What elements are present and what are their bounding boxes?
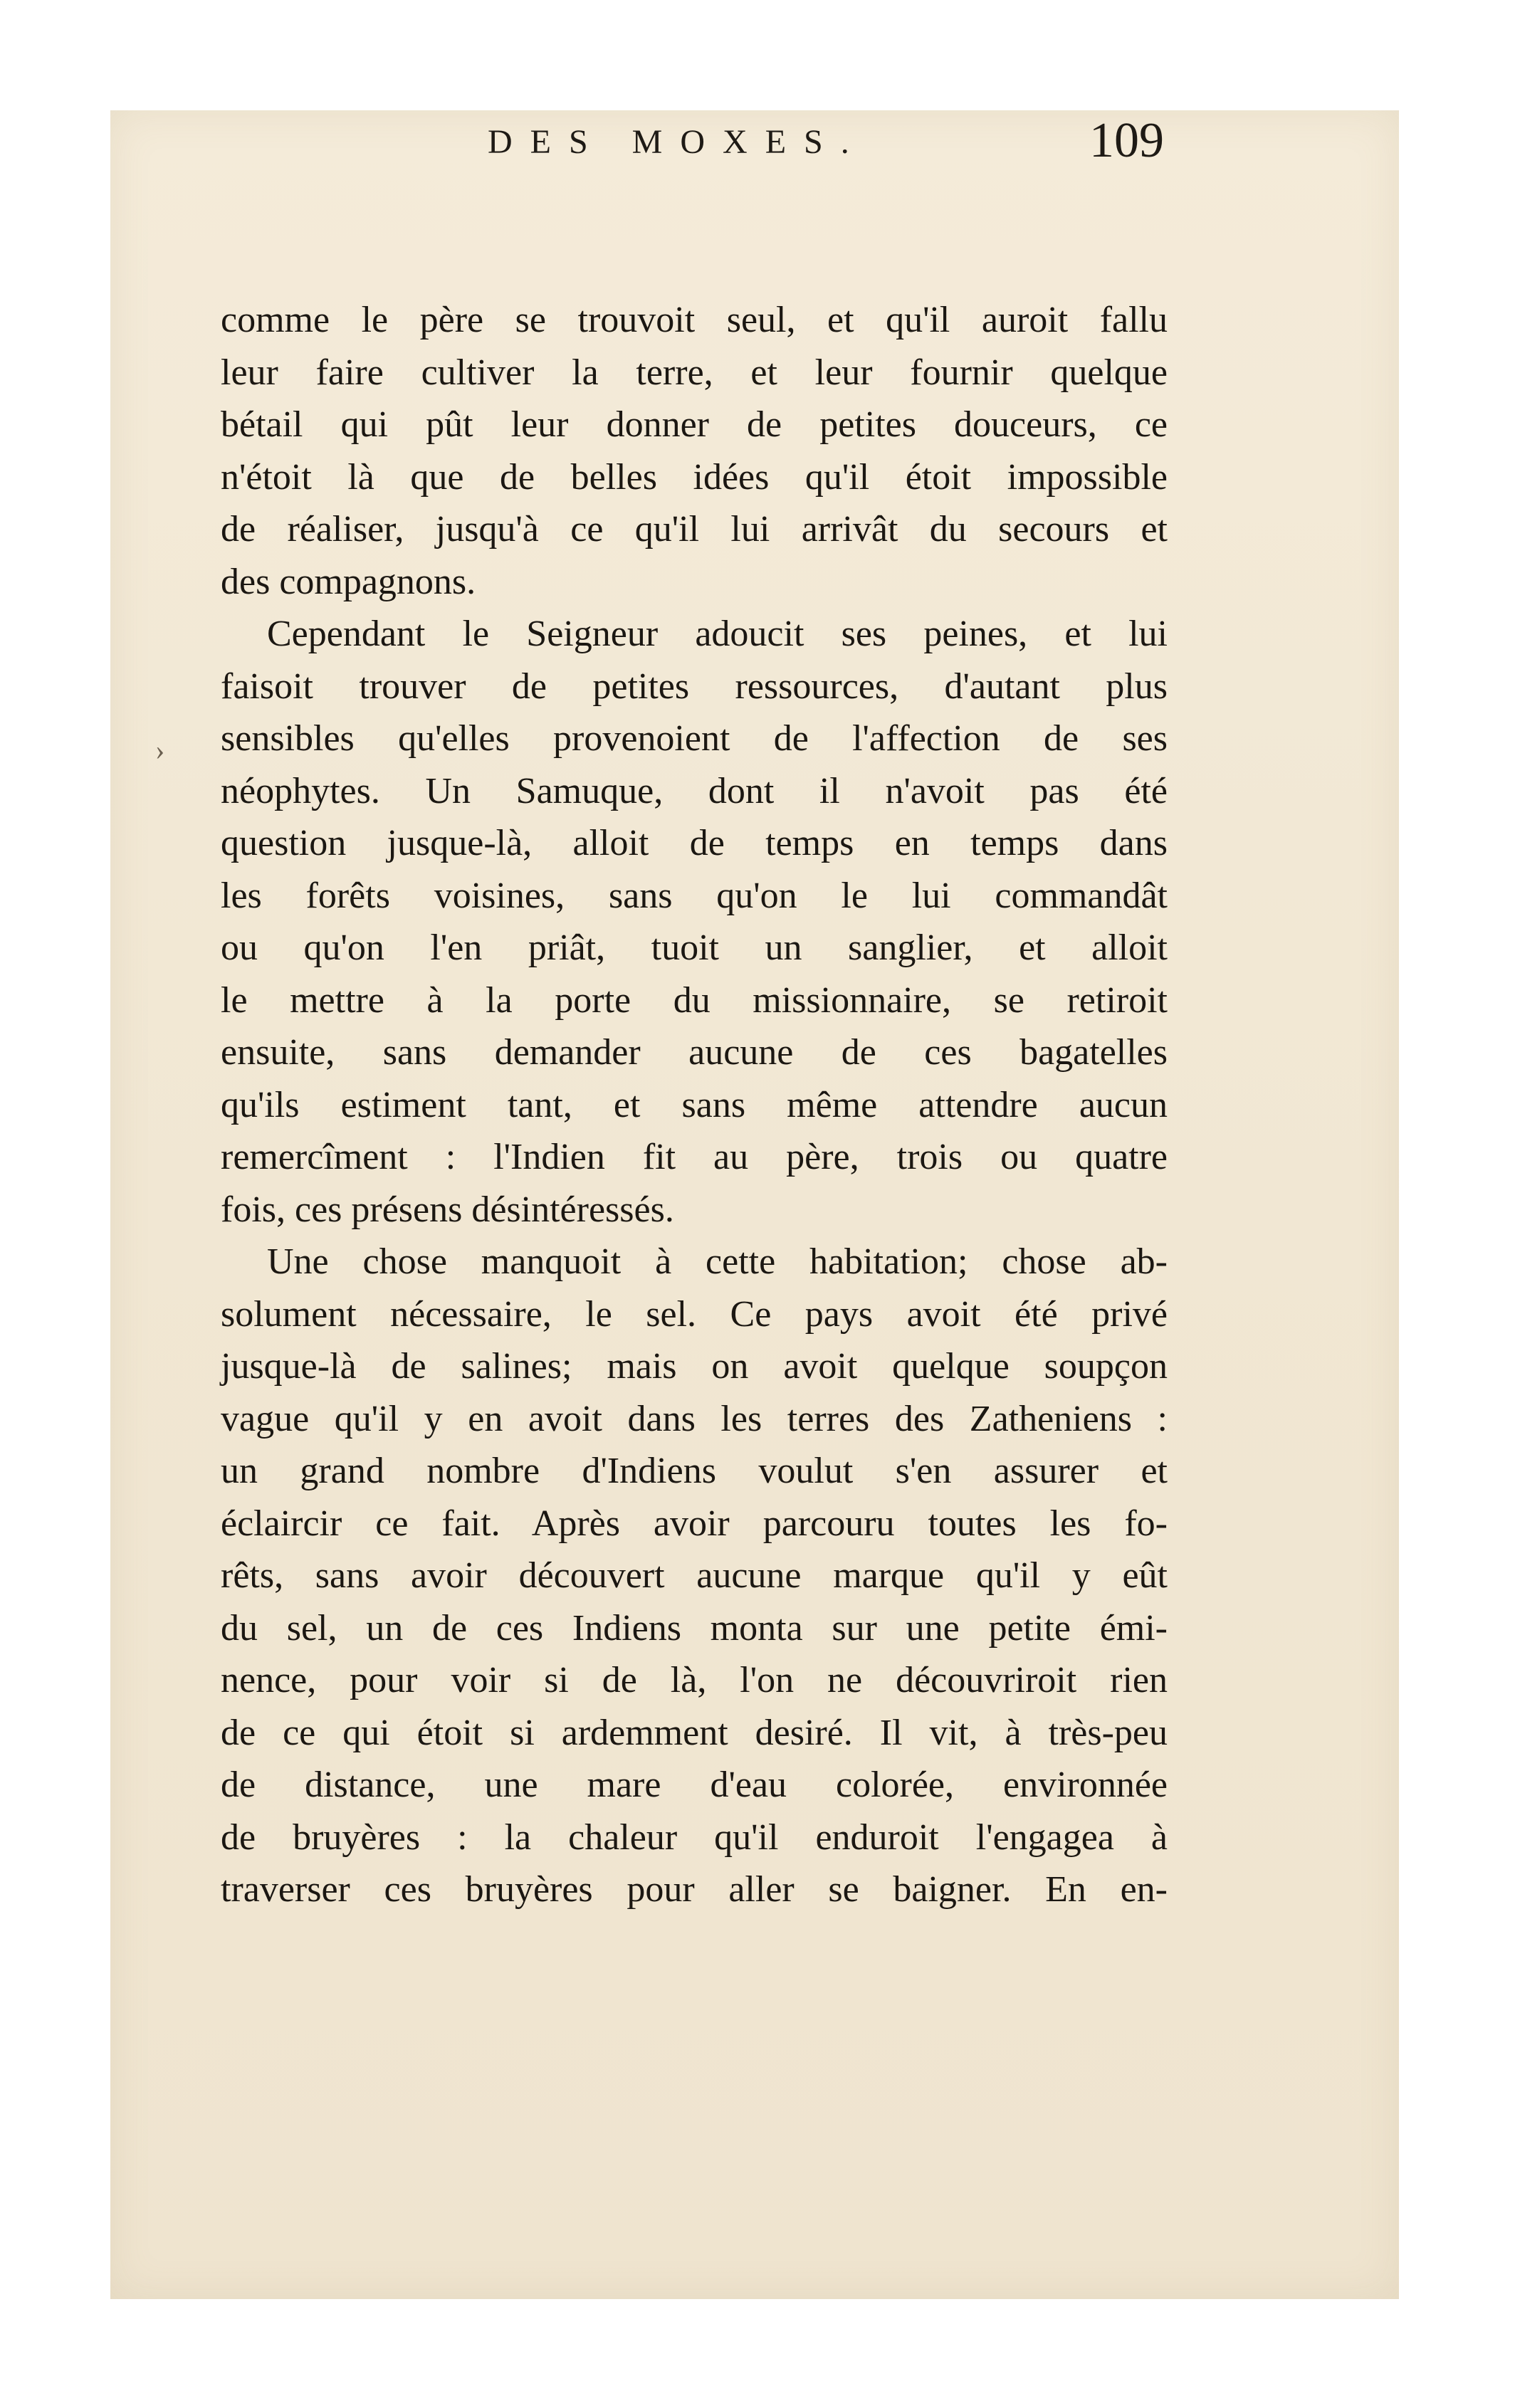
paragraph-2 — [221, 608, 1168, 1236]
text-line: qu'ils estiment tant, et sans même attendre aucun — [221, 1084, 1168, 1125]
text-line: Une chose manquoit à cette habitation; chose ab- — [267, 1241, 1168, 1282]
text-line: sensibles qu'elles provenoient de l'affection de ses — [221, 718, 1168, 759]
text-line: comme le père se trouvoit seul, et qu'il auroit fallu — [221, 300, 1168, 340]
running-head — [110, 107, 1178, 185]
text-line: traverser ces bruyères pour aller se baigner. En en- — [221, 1869, 1168, 1910]
text-line: vague qu'il y en avoit dans les terres des Zatheniens : — [221, 1398, 1168, 1439]
text-line: néophytes. Un Samuque, dont il n'avoit pas été — [221, 770, 1168, 811]
text-line: fois, ces présens désintéressés. — [221, 1189, 674, 1230]
text-line: Cependant le Seigneur adoucit ses peines, et lui — [267, 614, 1168, 654]
text-line: question jusque-là, alloit de temps en temps dans — [221, 823, 1168, 863]
text-line: jusque-là de salines; mais on avoit quelque soupçon — [221, 1346, 1168, 1387]
page-number: 109 — [1089, 113, 1164, 168]
paragraph-3 — [221, 1236, 1168, 1916]
text-line: nence, pour voir si de là, l'on ne découvriroit rien — [221, 1660, 1168, 1700]
text-line: ensuite, sans demander aucune de ces bagatelles — [221, 1032, 1168, 1073]
text-line: leur faire cultiver la terre, et leur fournir quelque — [221, 352, 1168, 393]
text-line: les forêts voisines, sans qu'on le lui commandât — [221, 875, 1168, 916]
text-line: un grand nombre d'Indiens voulut s'en assurer et — [221, 1451, 1168, 1491]
running-title: DES MOXES. — [488, 123, 867, 161]
text-line: de bruyères : la chaleur qu'il enduroit l'engagea à — [221, 1816, 1168, 1858]
text-line: éclaircir ce fait. Après avoir parcouru toutes les fo- — [221, 1503, 1168, 1544]
text-line: n'étoit là que de belles idées qu'il étoit impossible — [221, 456, 1168, 498]
body-text — [221, 294, 1168, 1916]
text-line: bétail qui pût leur donner de petites douceurs, ce — [221, 404, 1168, 445]
text-line: solument nécessaire, le sel. Ce pays avoit été privé — [221, 1293, 1168, 1335]
text-line: de réaliser, jusqu'à ce qu'il lui arrivât du secours et — [221, 509, 1168, 550]
text-line: de distance, une mare d'eau colorée, environnée — [221, 1765, 1168, 1805]
margin-mark: › — [155, 734, 165, 766]
text-line: du sel, un de ces Indiens monta sur une petite émi- — [221, 1607, 1168, 1649]
text-line: le mettre à la porte du missionnaire, se retiroit — [221, 979, 1168, 1021]
paragraph-1 — [221, 294, 1168, 608]
text-line: ou qu'on l'en priât, tuoit un sanglier, et alloit — [221, 927, 1168, 968]
text-line: des compagnons. — [221, 561, 476, 602]
text-line: rêts, sans avoir découvert aucune marque qu'il y eût — [221, 1555, 1168, 1596]
text-line: remercîment : l'Indien fit au père, trois ou quatre — [221, 1137, 1168, 1177]
text-line: de ce qui étoit si ardemment desiré. Il vit, à très-peu — [221, 1712, 1168, 1753]
text-line: faisoit trouver de petites ressources, d'autant plus — [221, 666, 1168, 707]
